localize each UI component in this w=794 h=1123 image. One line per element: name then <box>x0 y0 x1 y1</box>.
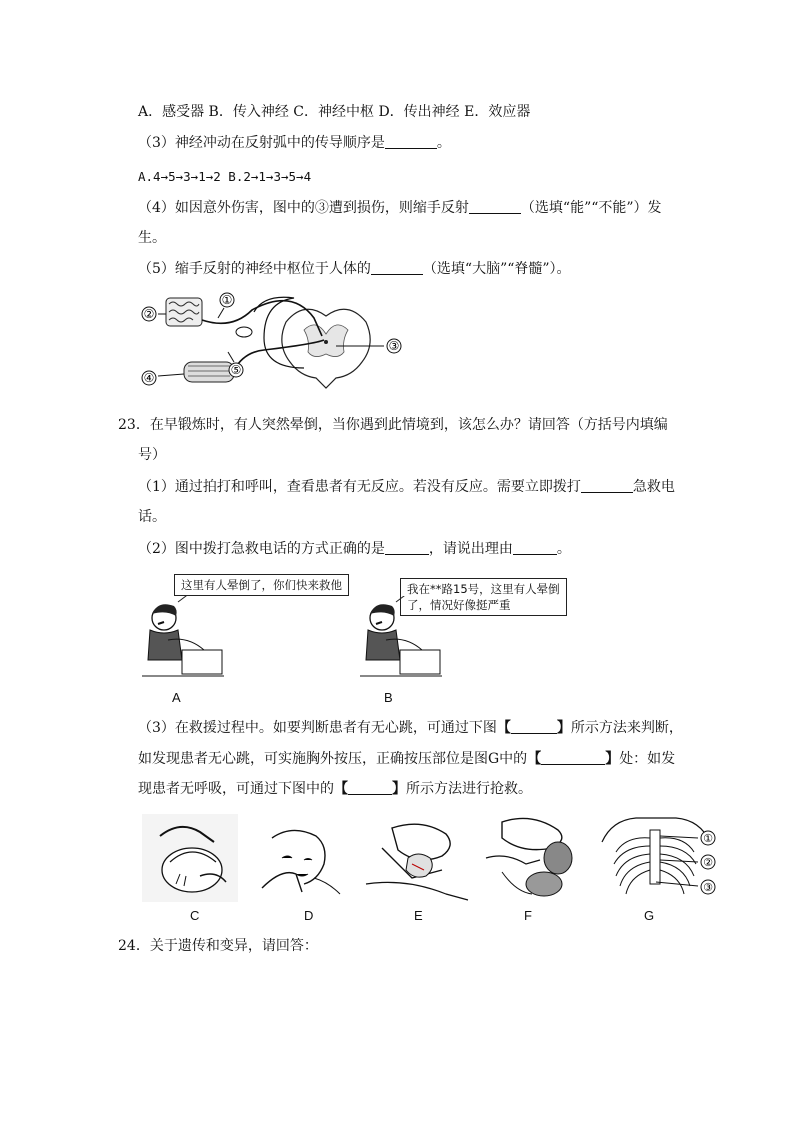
q23-part3-line2: 如发现患者无心跳，可实施胸外按压，正确按压部位是图G中的【 】处：如发 <box>138 751 676 767</box>
q22-part3-options: A.4→5→3→1→2 B.2→1→3→5→4 <box>138 169 312 184</box>
figure-label-f: F <box>524 908 532 923</box>
figure-g-label-2: ② <box>703 856 713 869</box>
q22-part4: （4）如因意外伤害，图中的③遭到损伤，则缩手反射 （选填“能”“不能”）发 <box>138 200 662 216</box>
figure-g-label-3: ③ <box>703 881 713 894</box>
figure-label-4: ④ <box>143 371 155 385</box>
q23-part3-line3: 现患者无呼吸，可通过下图中的【 】所示方法进行抢救。 <box>138 781 532 797</box>
answer-blank[interactable] <box>581 478 633 493</box>
answer-blank[interactable] <box>371 260 423 275</box>
speech-bubble-a: 这里有人晕倒了，你们快来救他 <box>174 574 349 596</box>
answer-blank[interactable] <box>348 780 392 795</box>
answer-blank[interactable] <box>385 134 437 149</box>
answer-blank[interactable] <box>511 719 557 734</box>
figure-label-e: E <box>414 908 423 923</box>
figure-f-mouth-to-mouth <box>482 812 582 904</box>
answer-blank[interactable] <box>385 540 429 555</box>
q24-intro: 24．关于遗传和变异，请回答： <box>118 938 318 954</box>
q23-intro: 23．在早锻炼时，有人突然晕倒，当你遇到此情境到，该怎么办？请回答（方括号内填编 <box>118 417 668 433</box>
q23-part3-line1: （3）在救援过程中。如要判断患者有无心跳，可通过下图【 】所示方法来判断， <box>138 720 683 736</box>
figure-label-5: ⑤ <box>230 363 242 377</box>
answer-blank[interactable] <box>541 750 605 765</box>
q23-part2: （2）图中拨打急救电话的方式正确的是 ，请说出理由 。 <box>138 541 571 557</box>
effector-muscle <box>184 362 234 382</box>
receptor-skin <box>166 298 202 326</box>
caller-figure-a <box>138 596 228 682</box>
q23-intro-cont: 号） <box>138 447 166 463</box>
answer-blank[interactable] <box>513 540 557 555</box>
figure-d-carotid-check <box>252 818 352 904</box>
figure-label-d: D <box>304 908 314 923</box>
answer-blank[interactable] <box>469 199 521 214</box>
speech-bubble-b: 我在**路15号，这里有人晕倒 了，情况好像挺严重 <box>400 578 567 616</box>
figure-e-rescue-breathing <box>362 818 472 904</box>
figure-label-c: C <box>190 908 200 923</box>
q23-part1: （1）通过拍打和呼叫，查看患者有无反应。若没有反应。需要立即拨打 急救电 <box>138 479 675 495</box>
q22-part3: （3）神经冲动在反射弧中的传导顺序是 。 <box>138 135 451 151</box>
figure-label-2: ② <box>143 307 155 321</box>
figure-label-3: ③ <box>388 339 400 353</box>
figure-g-label-1: ① <box>703 832 713 845</box>
figure-label-1: ① <box>221 293 233 307</box>
q22-part5: （5）缩手反射的神经中枢位于人体的 （选填“大脑”“脊髓”）。 <box>138 261 571 277</box>
reflex-arc-figure <box>136 290 416 390</box>
q23-part1-cont: 话。 <box>138 509 166 525</box>
q22-part4-cont: 生。 <box>138 230 166 246</box>
figure-label-g: G <box>644 908 655 923</box>
caller-figure-b <box>356 596 446 682</box>
figure-label-a: A <box>172 690 181 705</box>
figure-g-chest-skeleton <box>596 812 720 904</box>
figure-c-pulse-check <box>140 812 240 904</box>
q22-options: A．感受器 B．传入神经 C．神经中枢 D．传出神经 E．效应器 <box>138 104 531 120</box>
spinal-cord <box>282 309 370 388</box>
figure-label-b: B <box>384 690 393 705</box>
